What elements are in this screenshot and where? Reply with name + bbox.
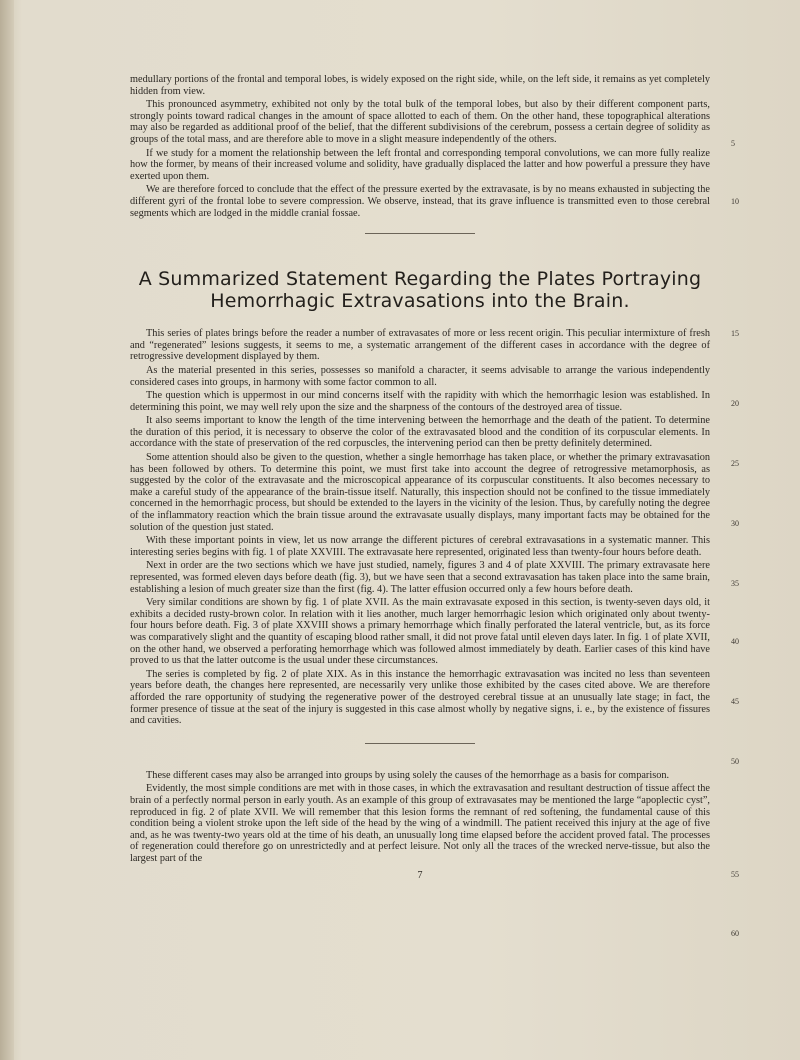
paragraph: If we study for a moment the relationship between the left frontal and corresponding temporal convolutions, we can more fully realize how the former, by means of their increased volume and solidity, have gradually displaced the latter and how powerful a pressure they have exerted upon them. [130,147,710,182]
line-number: 10 [731,197,739,206]
line-number: 5 [731,139,735,148]
section-divider [365,233,475,234]
page-number: 7 [417,870,423,882]
page-binding-edge [0,0,14,1060]
paragraph: Next in order are the two sections which we have just studied, namely, figures 3 and 4 of plate XXVIII. The primary extravasate here represented, was formed eleven days before death (fig. 3), but we have seen that a second extravasation has taken place into the same brain, establishing a lesion of much greater size than the first (fig. 4). The latter effusion occurred only a few hours before death. [130,560,710,595]
section-heading [130,268,710,312]
paragraph: Evidently, the most simple conditions are met with in those cases, in which the extravasation and resultant destruction of tissue affect the brain of a perfectly normal person in early youth. As an example of this group of extravasates may be mentioned the large “apoplectic cyst”, reproduced in fig. 2 of plate XVII. We will remember that this lesion forms the remnant of red softening, the fundamental cause of this condition being a violent stroke upon the left side of the head by the wing of a windmill. The patient received this injury at the age of five and, as he was twenty-two years old at the time of his death, an unusually long time elapsed before the accident proved fatal. The processes of regeneration could therefore go on unrestrictedly and at perfect leisure. Not only all the traces of the wrecked nerve-tissue, but also the largest part of the [130,783,710,864]
page-content [130,74,710,881]
paragraph: This series of plates brings before the reader a number of extravasates of more or less recent origin. This peculiar intermixture of fresh and “regenerated” lesions suggests, it seems to me, a systematic arrangement of the different cases in accordance with the degree of retrogressive development displayed by them. [130,328,710,363]
paragraph: Some attention should also be given to the question, whether a single hemorrhage has taken place, or whether the primary extravasation has been followed by others. To determine this point, we must first take into account the degree of retrogressive metamorphosis, as suggested by the color of the extravasate and the microscopical appearance of its corpuscular constituents. It also becomes necessary to make a careful study of the appearance of the brain-tissue itself. Naturally, this inspection should not be confined to the tissue immediately concerned in the hemorrhagic process, but should be extended to the layers in the vicinity of the lesion. Thus, by carefully noting the degree of the inflammatory reaction which the brain tissue around the extravasate usually displays, many important facts may be obtained for the solution of the question just stated. [130,452,710,533]
paragraph: The question which is uppermost in our mind concerns itself with the rapidity with which the hemorrhagic lesion was established. In determining this point, we may well rely upon the size and the sharpness of the contours of the destroyed area of tissue. [130,390,710,413]
paragraph: The series is completed by fig. 2 of plate XIX. As in this instance the hemorrhagic extravasation was incited no less than seventeen years before death, the changes here represented, are necessarily very unlike those exhibited by the cases cited above. We are therefore afforded the rare opportunity of studying the regenerative power of the destroyed cerebral tissue at an unusually late stage; in fact, the former presence of tissue at the seat of the injury is suggested in this case almost wholly by negative signs, i. e., by the existence of fissures and cavities. [130,668,710,727]
heading-line-2: Hemorrhagic Extravasations into the Brain. [210,290,630,313]
line-number: 50 [731,757,739,766]
paragraph: medullary portions of the frontal and temporal lobes, is widely exposed on the right side, while, on the left side, it remains as yet completely hidden from view. [130,74,710,97]
section-divider [365,743,475,744]
line-number: 35 [731,579,739,588]
line-number: 20 [731,399,739,408]
line-number: 25 [731,459,739,468]
paragraph: With these important points in view, let us now arrange the different pictures of cerebral extravasations in a systematic manner. This interesting series begins with fig. 1 of plate XXVIII. The extravasate here represented, originated less than twenty-four hours before death. [130,535,710,558]
paragraph: These different cases may also be arranged into groups by using solely the causes of the hemorrhage as a basis for comparison. [146,769,670,781]
paragraph: We are therefore forced to conclude that the effect of the pressure exerted by the extravasate, is by no means exhausted in subjecting the different gyri of the frontal lobe to severe compression. We observe, instead, that its grave influence is transmitted even to those cerebral segments which are lodged in the middle cranial fossae. [130,184,710,219]
paragraph: It also seems important to know the length of the time intervening between the hemorrhage and the death of the patient. To determine the duration of this period, it is necessary to observe the color of the extravasated blood and the condition of its corpuscular elements. In accordance with the state of preservation of the red corpuscles, the intervening period can then be pretty definitely determined. [130,415,710,450]
paragraph: This pronounced asymmetry, exhibited not only by the total bulk of the temporal lobes, but also by their different component parts, strongly points toward radical changes in the amount of space allotted to each of them. On the other hand, these topographical alterations may also be regarded as additional proof of the belief, that the different subdivisions of the cerebrum, possess a certain degree of solidity as groups of the total mass, and are therefore able to move in a slight measure independently of the others. [130,99,710,145]
line-number: 40 [731,637,739,646]
line-number: 45 [731,697,739,706]
line-number: 30 [731,519,739,528]
line-number: 55 [731,870,739,879]
line-number: 60 [731,929,739,938]
paragraph: As the material presented in this series, possesses so manifold a character, it seems advisable to arrange the various independently considered cases into groups, in harmony with some factor common to all. [130,364,710,388]
paragraph: Very similar conditions are shown by fig. 1 of plate XVII. As the main extravasate exposed in this section, is twenty-seven days old, it exhibits a decided rusty-brown color. In relation with it lies another, much larger hemorrhagic lesion which originated only about twenty-four hours before death. Fig. 3 of plate XXVIII shows a primary hemorrhage which finally perforated the lateral ventricle, but, as its force was comparatively slight and the quantity of escaping blood rather small, it did not prove fatal until eleven days later. In fig. 1 of plate XVII, on the other hand, we observed a perforating hemorrhage which was followed almost immediately by death. Earlier cases of this kind have proved to us that the latter outcome is the usual under these circumstances. [130,597,710,667]
line-number: 15 [731,329,739,338]
heading-line-1: A Summarized Statement Regarding the Plates Portraying [138,268,702,291]
